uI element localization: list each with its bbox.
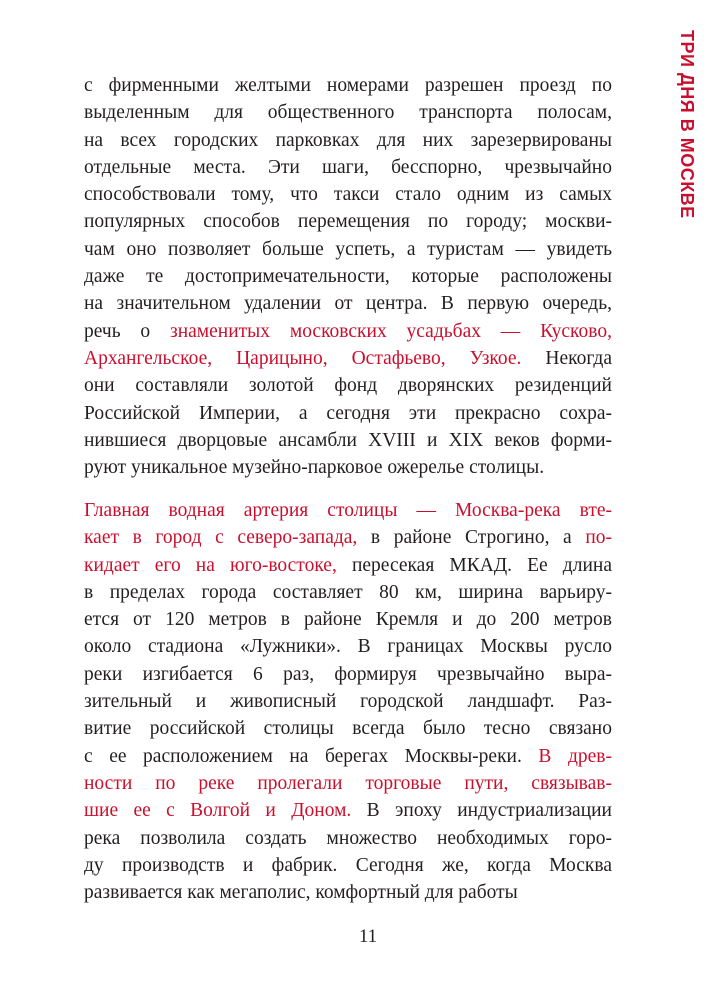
highlighted-text: шие ее с Волгой и Доном. [84,800,352,822]
text-line [84,290,612,317]
text-line [84,606,612,633]
highlighted-text: кает в город с северо-запада, [84,527,358,549]
body-text: речь о [84,320,170,342]
text-line [84,497,612,524]
body-text: развивается как мегаполис, комфортный для работы [84,882,518,904]
text-line [84,825,612,852]
running-head [666,30,706,360]
body-text: ется от 120 метров в районе Кремля и до 200 метров [84,609,612,631]
body-text: с фирменными желтыми номерами разрешен проезд по [84,75,612,96]
highlighted-text: В древ- [538,745,612,767]
text-line [84,99,612,126]
body-text: популярных способов перемещения по городу; москви- [84,211,612,233]
text-line [84,427,612,454]
text-line [84,263,612,290]
body-text: даже те достопримечательности, которые расположены [84,266,612,288]
text-line [84,72,612,99]
body-text: зительный и живописный городской ландшафт. Раз- [84,691,612,713]
page-number: 11 [358,926,378,947]
text-line [84,715,612,742]
body-text: в районе Строгино, а [357,527,586,549]
body-text: реки изгибается 6 раз, формируя чрезвычайно выра- [84,663,612,685]
body-text: на всех городских парковках для них зарезервированы [84,129,612,151]
body-text: около стадиона «Лужники». В границах Москвы русло [84,636,612,658]
body-text: витие российской столицы всегда было тесно связано [84,718,612,740]
body-text: на значительном удалении от центра. В первую очередь, [84,293,612,315]
body-text: с ее расположением на берегах Москвы-реки. [84,745,539,767]
text-line [84,797,612,824]
body-text: река позволила создать множество необходимых горо- [84,827,612,849]
highlighted-text: по- [585,527,612,549]
body-text: способствовали тому, что такси стало одним из самых [84,184,612,206]
highlighted-text: ности по реке пролегали торговые пути, связывав- [84,772,612,794]
body-text: Некогда [521,347,612,369]
text-line [84,579,612,606]
running-head-title: ТРИ ДНЯ В МОСКВЕ [677,30,697,219]
highlighted-text: знаменитых московских усадьбах — Кусково, [170,320,612,342]
body-text: В эпоху индустриализации [351,800,612,822]
highlighted-text: кидает его на юго-востоке, [84,554,337,576]
body-text: нившиеся дворцовые ансамбли XVIII и XIX веков форми- [84,429,612,451]
text-line [84,743,612,770]
text-line [84,236,612,263]
paragraph-1 [84,72,612,481]
text-line [84,688,612,715]
text-line [84,127,612,154]
body-text: Российской Империи, а сегодня эти прекрасно сохра- [84,402,612,424]
body-text: руют уникальное музейно-парковое ожерелье столицы. [84,457,545,479]
body-text: пересекая МКАД. Ее длина [336,554,612,576]
highlighted-text: Главная водная артерия столицы — Москва-река вте- [84,500,612,521]
paragraph-2 [84,497,612,906]
text-line [84,372,612,399]
text-line [84,208,612,235]
text-line [84,154,612,181]
text-line [84,454,612,481]
text-line [84,633,612,660]
text-line [84,879,612,906]
text-line [84,345,612,372]
body-text: отдельные места. Эти шаги, бесспорно, чрезвычайно [84,156,612,178]
body-text: они составляли золотой фонд дворянских резиденций [84,375,612,397]
text-line [84,852,612,879]
text-line [84,524,612,551]
highlighted-text: Архангельское, Царицыно, Остафьево, Узкое. [84,347,522,369]
text-line [84,770,612,797]
body-text: в пределах города составляет 80 км, ширина варьиру- [84,581,612,603]
body-text: чам оно позволяет больше успеть, а туристам — увидеть [84,238,612,260]
text-line [84,181,612,208]
body-text: выделенным для общественного транспорта полосам, [84,102,612,124]
text-line [84,552,612,579]
text-line [84,661,612,688]
text-line [84,318,612,345]
text-line [84,400,612,427]
body-text: ду производств и фабрик. Сегодня же, когда Москва [84,854,612,876]
